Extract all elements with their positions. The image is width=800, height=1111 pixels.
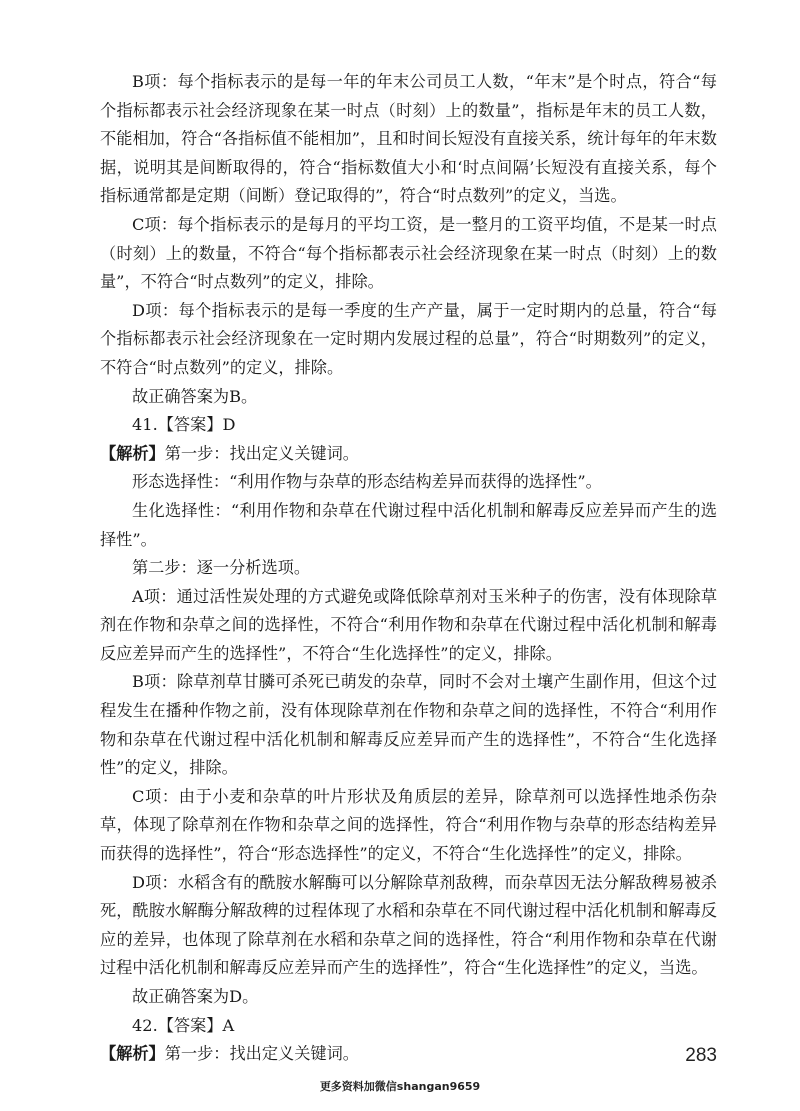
paragraph-41-option-c: C项：由于小麦和杂草的叶片形状及角质层的差异，除草剂可以选择性地杀伤杂草，体现了除草剂在作物和杂草之间的选择性，符合“利用作物与杂草的形态结构差异而获得的选择性”，符合“形态选择性”的定义，不符合“生化选择性”的定义，排除。 (100, 786, 717, 864)
question-41-analysis (100, 440, 717, 469)
step-two: 第二步：逐一分析选项。 (132, 558, 311, 578)
paragraph-41-answer-summary: 故正确答案为D。 (132, 987, 259, 1006)
page-number: 283 (685, 1045, 717, 1066)
analysis-text: 第一步：找出定义关键词。 (164, 443, 359, 463)
paragraph-41-option-a: A项：通过活性炭处理的方式避免或降低除草剂对玉米种子的伤害，没有体现除草剂在作物和杂草之间的选择性，不符合“利用作物和杂草在代谢过程中活化机制和解毒反应差异而产生的选择性”，不符合“生化选择性”的定义，排除。 (100, 586, 717, 663)
paragraph-41-option-b: B项：除草剂草甘膦可杀死已萌发的杂草，同时不会对土壤产生副作用，但这个过程发生在播种作物之前，没有体现除草剂在作物和杂草之间的选择性，不符合“利用作物和杂草在代谢过程中活化机制和解毒反应差异而产生的选择性”，不符合“生化选择性”的定义，排除。 (100, 672, 717, 778)
footer-note: 更多资料加微信shangan9659 (319, 1080, 481, 1093)
analysis-text: 第一步：找出定义关键词。 (164, 1044, 359, 1064)
question-41-answer: 41.【答案】D (132, 415, 236, 435)
paragraph-answer-summary: 故正确答案为B。 (132, 386, 258, 406)
question-42-analysis (100, 1040, 717, 1069)
paragraph-41-option-d: D项：水稻含有的酰胺水解酶可以分解除草剂敌稗，而杂草因无法分解敌稗易被杀死，酰胺水解酶分解敌稗的过程体现了水稻和杂草在不同代谢过程中活化机制和解毒反应的差异，也体现了除草剂在水稻和杂草之间的选择性，符合“利用作物和杂草在代谢过程中活化机制和解毒反应差异而产生的选择性”，符合“生化选择性”的定义，当选。 (100, 872, 717, 978)
definition-morphological: 形态选择性：“利用作物与杂草的形态结构差异而获得的选择性”。 (132, 472, 602, 492)
analysis-label: 【解析】 (100, 443, 165, 463)
document-body (100, 68, 717, 1069)
paragraph-option-c: C项：每个指标表示的是每月的平均工资，是一整月的工资平均值，不是某一时点（时刻）上的数量，不符合“每个指标都表示社会经济现象在某一时点（时刻）上的数量”，不符合“时点数列”的定义，排除。 (100, 214, 717, 292)
definition-biochemical: 生化选择性：“利用作物和杂草在代谢过程中活化机制和解毒反应差异而产生的选择性”。 (100, 500, 717, 549)
question-42-answer: 42.【答案】A (132, 1015, 235, 1035)
paragraph-option-d: D项：每个指标表示的是每一季度的生产产量，属于一定时期内的总量，符合“每个指标都表示社会经济现象在一定时期内发展过程的总量”，符合“时期数列”的定义，不符合“时点数列”的定义，排除。 (100, 300, 717, 377)
analysis-label: 【解析】 (100, 1044, 165, 1064)
paragraph-option-b: B项：每个指标表示的是每一年的年末公司员工人数，“年末”是个时点，符合“每个指标都表示社会经济现象在某一时点（时刻）上的数量”，指标是年末的员工人数，不能相加，符合“各指标值不能相加”，且和时间长短没有直接关系，统计每年的年末数据，说明其是间断取得的，符合“指标数值大小和‘时点间隔’长短没有直接关系，每个指标通常都是定期（间断）登记取得的”，符合“时点数列”的定义，当选。 (100, 72, 717, 206)
